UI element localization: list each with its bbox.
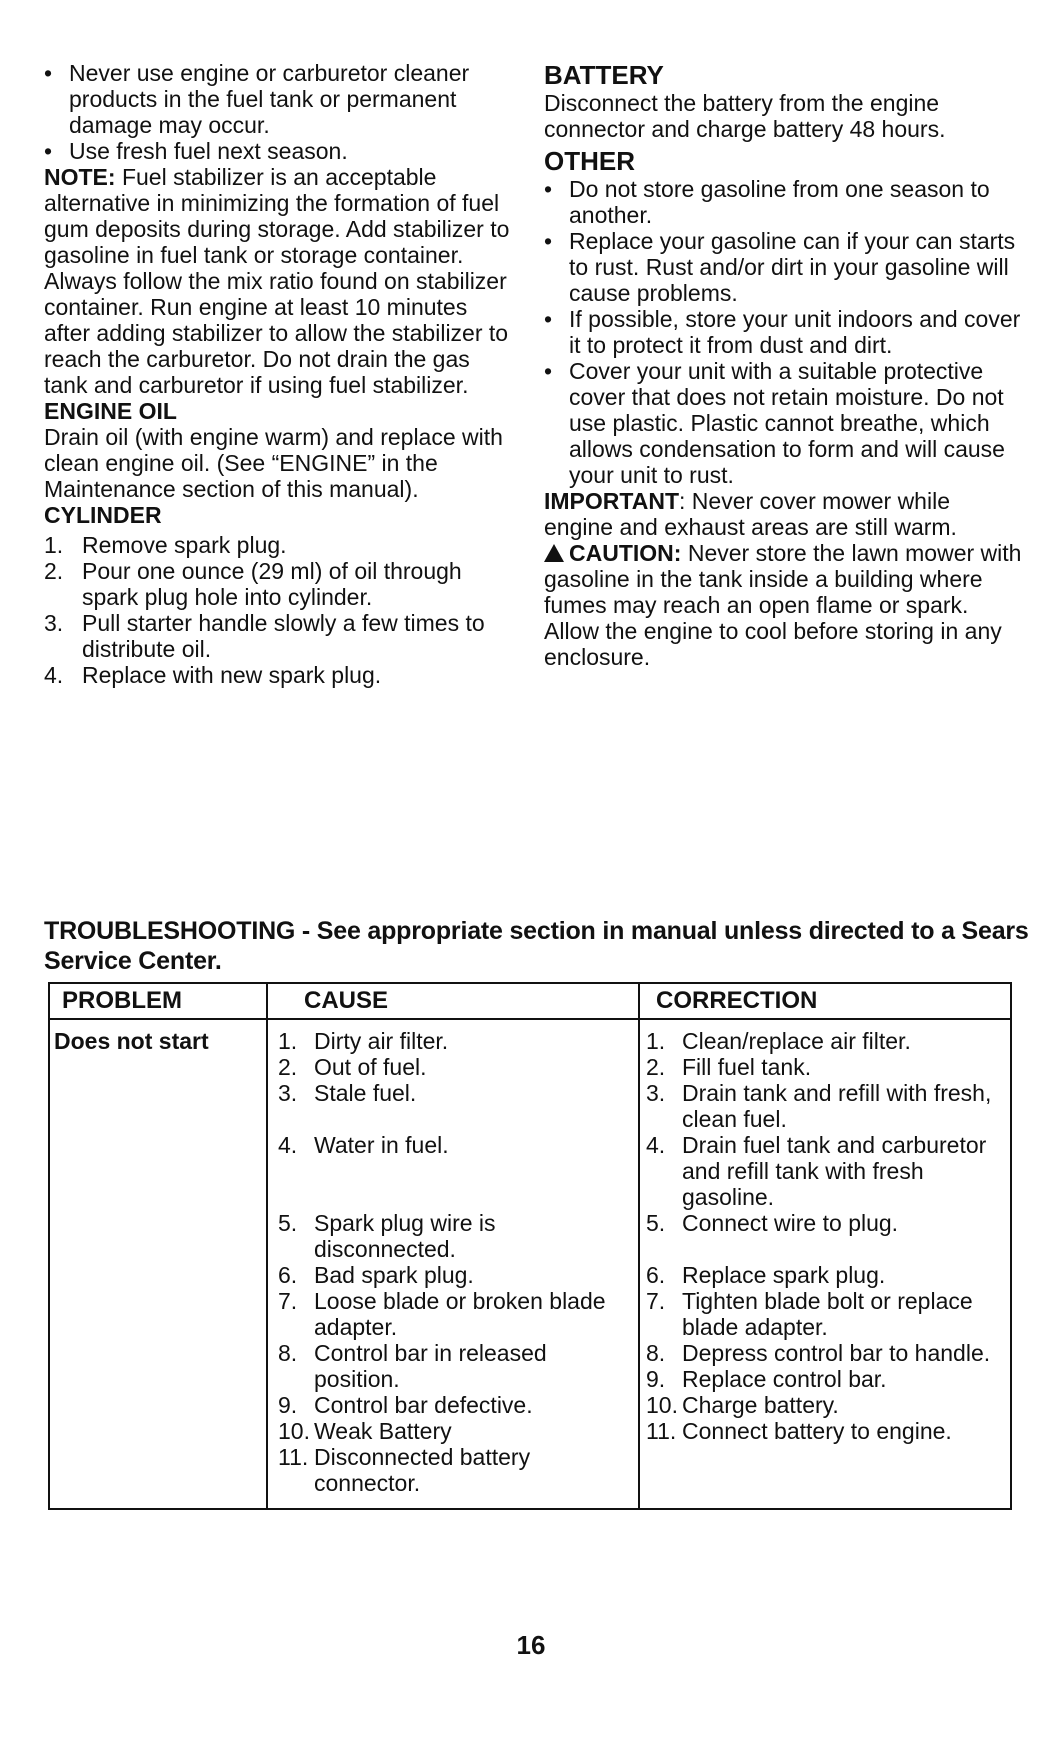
important-paragraph	[544, 488, 1022, 540]
correction-item	[646, 1132, 1008, 1210]
page-number: 16	[516, 1630, 546, 1660]
cause-item	[278, 1262, 628, 1288]
step-number: 3.	[44, 610, 64, 636]
correction-number: 7.	[646, 1288, 666, 1314]
correction-number: 10.	[646, 1392, 678, 1418]
engine-oil-text: Drain oil (with engine warm) and replace with clean engine oil. (See “ENGINE” in the Maintenance section of this manual).	[44, 424, 503, 502]
correction-text: Connect battery to engine.	[682, 1418, 952, 1444]
cause-item	[278, 1210, 628, 1262]
cause-number: 11.	[278, 1444, 309, 1470]
correction-number: 3.	[646, 1080, 666, 1106]
cause-item	[278, 1054, 628, 1080]
other-heading: OTHER	[544, 146, 635, 176]
cause-item	[278, 1132, 628, 1158]
right-column	[544, 60, 1022, 670]
correction-text: Charge battery.	[682, 1392, 839, 1418]
correction-number: 2.	[646, 1054, 666, 1080]
cause-number: 2.	[278, 1054, 298, 1080]
bullet-item: • Use fresh fuel next season.	[44, 138, 514, 164]
correction-item	[646, 1392, 1008, 1418]
cause-number: 5.	[278, 1210, 298, 1236]
cause-number: 1.	[278, 1028, 298, 1054]
cylinder-heading: CYLINDER	[44, 502, 162, 528]
correction-text: Drain fuel tank and carburetor and refill tank with fresh gasoline.	[682, 1132, 987, 1210]
correction-text: Depress control bar to handle.	[682, 1340, 991, 1366]
correction-text: Replace control bar.	[682, 1366, 887, 1392]
note-label: NOTE:	[44, 164, 116, 190]
cylinder-step	[44, 558, 514, 610]
correction-number: 9.	[646, 1366, 666, 1392]
column-divider	[638, 984, 640, 1508]
cause-number: 6.	[278, 1262, 298, 1288]
step-text: Replace with new spark plug.	[82, 662, 382, 688]
cause-item	[278, 1028, 628, 1054]
correction-cell	[646, 1028, 1008, 1444]
cause-text: Disconnected battery connector.	[314, 1444, 531, 1496]
column-divider	[266, 984, 268, 1508]
correction-number: 11.	[646, 1418, 677, 1444]
cause-item	[278, 1080, 628, 1106]
correction-item	[646, 1080, 1008, 1132]
step-text: Pour one ounce (29 ml) of oil through spark plug hole into cylinder.	[82, 558, 462, 610]
cylinder-step	[44, 610, 514, 662]
cause-text: Spark plug wire is disconnected.	[314, 1210, 496, 1262]
cause-text: Out of fuel.	[314, 1054, 427, 1080]
problem-cell: Does not start	[54, 1028, 209, 1054]
cause-number: 8.	[278, 1340, 298, 1366]
correction-item	[646, 1028, 1008, 1054]
bullet-item: • Replace your gasoline can if your can starts to rust. Rust and/or dirt in your gasoline will cause problems.	[544, 228, 1022, 306]
header-divider	[50, 1018, 1010, 1020]
correction-item	[646, 1366, 1008, 1392]
correction-number: 8.	[646, 1340, 666, 1366]
correction-number: 6.	[646, 1262, 666, 1288]
important-label: IMPORTANT	[544, 488, 680, 514]
cause-item	[278, 1340, 628, 1392]
cause-number: 7.	[278, 1288, 298, 1314]
correction-number: 4.	[646, 1132, 666, 1158]
cause-number: 10.	[278, 1418, 310, 1444]
bullet-item: • Never use engine or carburetor cleaner products in the fuel tank or permanent damage may occur.	[44, 60, 514, 138]
correction-number: 1.	[646, 1028, 666, 1054]
correction-item	[646, 1210, 1008, 1236]
cylinder-step	[44, 662, 514, 688]
correction-text: Connect wire to plug.	[682, 1210, 899, 1236]
cause-text: Bad spark plug.	[314, 1262, 474, 1288]
correction-item	[646, 1054, 1008, 1080]
step-number: 1.	[44, 532, 64, 558]
warning-triangle-icon	[544, 544, 564, 562]
left-column	[44, 60, 514, 688]
step-text: Pull starter handle slowly a few times to distribute oil.	[82, 610, 485, 662]
cause-item	[278, 1418, 628, 1444]
cause-item	[278, 1288, 628, 1340]
cause-text: Loose blade or broken blade adapter.	[314, 1288, 606, 1340]
cause-text: Stale fuel.	[314, 1080, 417, 1106]
caution-label: CAUTION:	[569, 540, 682, 566]
note-text: Fuel stabilizer is an acceptable alternative in minimizing the formation of fuel gum deposits during storage. Add stabilizer to gasoline in fuel tank or storage container. Always follow the mix ratio found on stabilizer container. Run engine at least 10 minutes after adding stabilizer to allow the stabilizer to reach the carburetor. Do not drain the gas tank and carburetor if using fuel stabilizer.	[44, 164, 510, 398]
cause-cell	[278, 1028, 628, 1496]
battery-text: Disconnect the battery from the engine connector and charge battery 48 hours.	[544, 90, 946, 142]
cylinder-step	[44, 532, 514, 558]
header-problem: PROBLEM	[62, 987, 182, 1014]
cause-text: Weak Battery	[314, 1418, 452, 1444]
cause-item	[278, 1444, 628, 1496]
engine-oil-heading: ENGINE OIL	[44, 398, 177, 424]
cause-text: Control bar in released position.	[314, 1340, 547, 1392]
correction-text: Replace spark plug.	[682, 1262, 886, 1288]
cause-item	[278, 1392, 628, 1418]
header-cause: CAUSE	[304, 987, 389, 1014]
caution-text: Never store the lawn mower with gasoline in the tank inside a building where fumes may reach an open flame or spark. Allow the engine to cool before storing in any enclosure.	[544, 540, 1022, 670]
important-text: : Never cover mower while engine and exhaust areas are still warm.	[544, 488, 957, 540]
bullet-item: • Do not store gasoline from one season to another.	[544, 176, 1022, 228]
correction-number: 5.	[646, 1210, 666, 1236]
correction-text: Drain tank and refill with fresh, clean fuel.	[682, 1080, 992, 1132]
note-paragraph	[44, 164, 514, 398]
caution-paragraph	[544, 540, 1022, 670]
cause-number: 3.	[278, 1080, 298, 1106]
step-number: 2.	[44, 558, 64, 584]
cause-text: Water in fuel.	[314, 1132, 449, 1158]
correction-item	[646, 1340, 1008, 1366]
troubleshooting-title: TROUBLESHOOTING - See appropriate section in manual unless directed to a Sears Service Center.	[44, 917, 1029, 975]
cause-number: 4.	[278, 1132, 298, 1158]
troubleshooting-table	[48, 982, 1012, 1510]
battery-heading: BATTERY	[544, 60, 664, 90]
step-text: Remove spark plug.	[82, 532, 287, 558]
header-correction: CORRECTION	[656, 987, 818, 1014]
correction-item	[646, 1288, 1008, 1340]
bullet-item: • Cover your unit with a suitable protective cover that does not retain moisture. Do not use plastic. Plastic cannot breathe, which allows condensation to form and will cause your unit to rust.	[544, 358, 1022, 488]
correction-item	[646, 1262, 1008, 1288]
correction-text: Clean/replace air filter.	[682, 1028, 911, 1054]
bullet-item: • If possible, store your unit indoors and cover it to protect it from dust and dirt.	[544, 306, 1022, 358]
step-number: 4.	[44, 662, 64, 688]
cause-number: 9.	[278, 1392, 298, 1418]
correction-text: Tighten blade bolt or replace blade adapter.	[682, 1288, 973, 1340]
cause-text: Dirty air filter.	[314, 1028, 449, 1054]
correction-text: Fill fuel tank.	[682, 1054, 812, 1080]
cause-text: Control bar defective.	[314, 1392, 533, 1418]
correction-item	[646, 1418, 1008, 1444]
